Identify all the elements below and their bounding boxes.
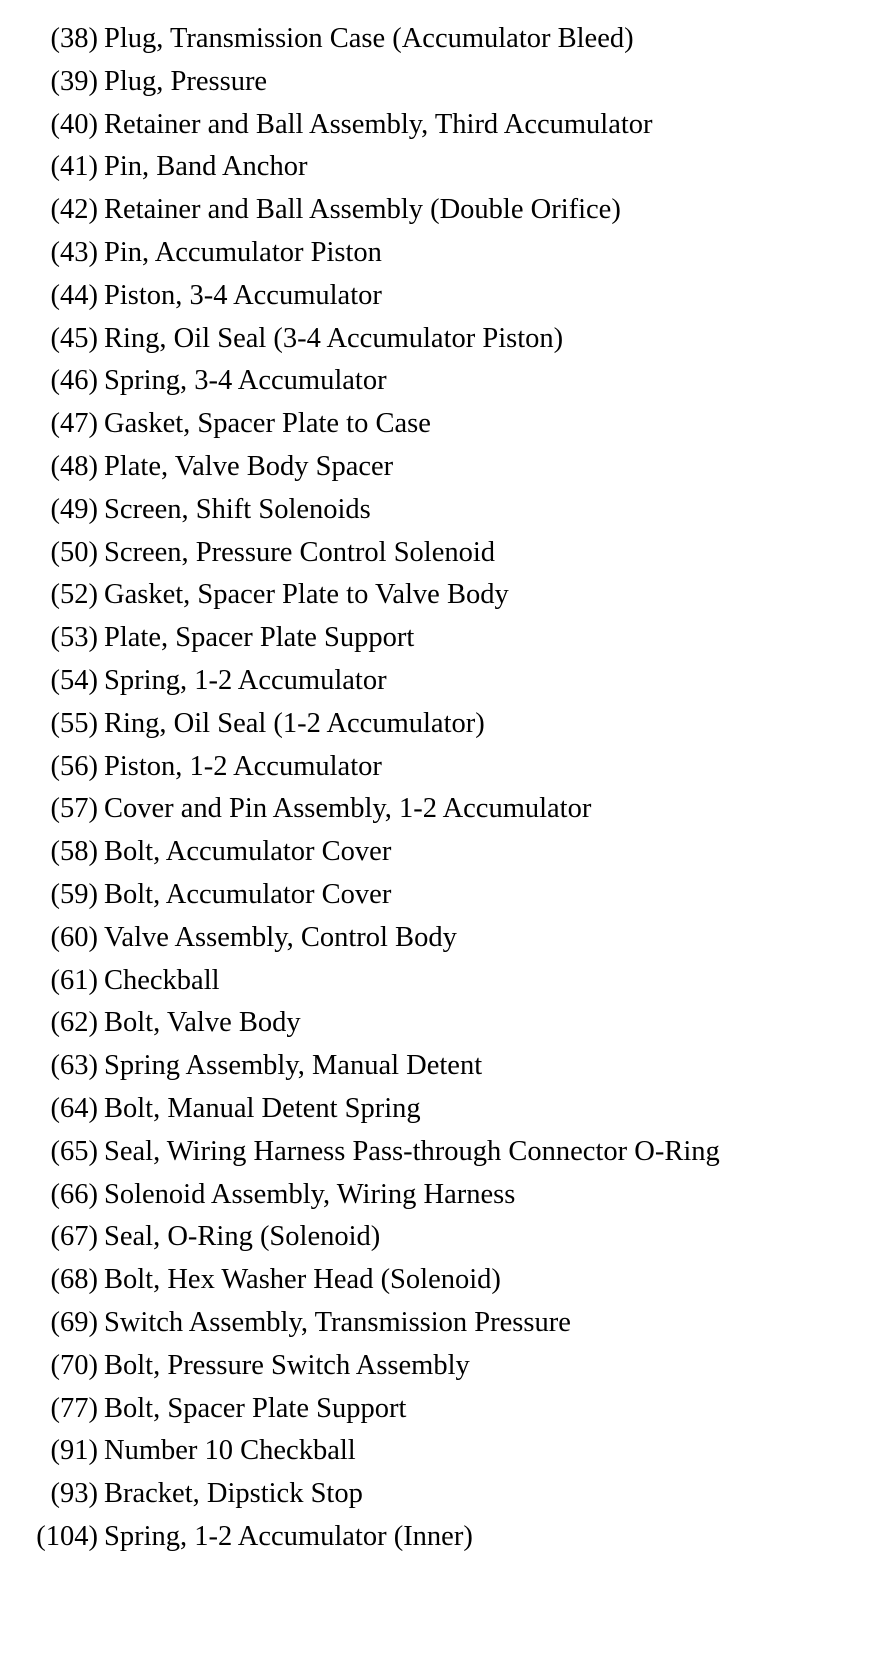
part-number: (40) [50, 108, 98, 140]
part-description: Cover and Pin Assembly, 1-2 Accumulator [104, 793, 592, 825]
part-number: (63) [50, 1050, 98, 1082]
list-item [0, 617, 880, 660]
list-item [0, 788, 880, 831]
list-item [0, 403, 880, 446]
part-number: (93) [50, 1478, 98, 1510]
part-number: (58) [50, 836, 98, 868]
list-item [0, 318, 880, 361]
part-number: (61) [50, 964, 98, 996]
list-item [0, 1216, 880, 1259]
part-number: (49) [50, 493, 98, 525]
part-description: Valve Assembly, Control Body [104, 921, 457, 953]
part-description: Ring, Oil Seal (1-2 Accumulator) [104, 707, 485, 739]
part-number: (66) [50, 1178, 98, 1210]
part-description: Piston, 3-4 Accumulator [104, 279, 382, 311]
list-item [0, 232, 880, 275]
part-number: (41) [50, 151, 98, 183]
part-description: Spring, 1-2 Accumulator (Inner) [104, 1520, 473, 1552]
part-description: Screen, Pressure Control Solenoid [104, 536, 496, 568]
part-number: (56) [50, 750, 98, 782]
list-item [0, 1174, 880, 1217]
list-item [0, 574, 880, 617]
part-description: Spring, 1-2 Accumulator [104, 664, 387, 696]
part-description: Bolt, Accumulator Cover [104, 878, 392, 910]
list-item [0, 61, 880, 104]
part-description: Switch Assembly, Transmission Pressure [104, 1306, 571, 1338]
list-item [0, 1430, 880, 1473]
part-number: (91) [50, 1435, 98, 1467]
list-item [0, 1473, 880, 1516]
list-item [0, 1088, 880, 1131]
part-number: (38) [50, 23, 98, 54]
part-description: Bolt, Valve Body [104, 1007, 301, 1039]
list-item [0, 489, 880, 532]
list-item [0, 1516, 880, 1559]
part-number: (62) [50, 1007, 98, 1039]
part-number: (47) [50, 408, 98, 440]
list-item [0, 1002, 880, 1045]
part-number: (69) [50, 1306, 98, 1338]
part-number: (60) [50, 921, 98, 953]
list-item [0, 104, 880, 147]
part-description: Pin, Accumulator Piston [104, 236, 382, 268]
list-item [0, 18, 880, 61]
part-number: (64) [50, 1092, 98, 1124]
part-number: (50) [50, 536, 98, 568]
part-description: Gasket, Spacer Plate to Valve Body [104, 579, 509, 611]
list-item [0, 446, 880, 489]
list-item [0, 703, 880, 746]
list-item [0, 831, 880, 874]
part-description: Solenoid Assembly, Wiring Harness [104, 1178, 516, 1210]
part-number: (59) [50, 878, 98, 910]
part-description: Plate, Spacer Plate Support [104, 622, 415, 654]
list-item [0, 660, 880, 703]
list-item [0, 275, 880, 318]
part-description: Bolt, Pressure Switch Assembly [104, 1349, 470, 1381]
list-item [0, 1045, 880, 1088]
part-number: (67) [50, 1221, 98, 1253]
list-item [0, 917, 880, 960]
part-number: (39) [50, 65, 98, 97]
part-number: (54) [50, 664, 98, 696]
list-item [0, 1259, 880, 1302]
part-description: Bracket, Dipstick Stop [104, 1478, 363, 1510]
part-number: (104) [36, 1520, 98, 1552]
part-number: (70) [50, 1349, 98, 1381]
part-number: (42) [50, 194, 98, 226]
list-item [0, 360, 880, 403]
list-item [0, 532, 880, 575]
list-item [0, 874, 880, 917]
part-number: (48) [50, 450, 98, 482]
part-description: Plate, Valve Body Spacer [104, 450, 394, 482]
part-description: Retainer and Ball Assembly, Third Accumulator [104, 108, 653, 140]
part-number: (45) [50, 322, 98, 354]
part-description: Spring Assembly, Manual Detent [104, 1050, 483, 1082]
part-description: Number 10 Checkball [104, 1435, 356, 1467]
list-item [0, 1131, 880, 1174]
list-item [0, 746, 880, 789]
part-number: (55) [50, 707, 98, 739]
part-description: Plug, Transmission Case (Accumulator Bleed) [104, 23, 634, 54]
part-description: Pin, Band Anchor [104, 151, 308, 183]
part-description: Seal, Wiring Harness Pass-through Connector O-Ring [104, 1135, 720, 1167]
part-description: Retainer and Ball Assembly (Double Orifice) [104, 194, 621, 226]
part-description: Screen, Shift Solenoids [104, 493, 371, 525]
part-number: (77) [50, 1392, 98, 1424]
part-number: (46) [50, 365, 98, 397]
part-number: (57) [50, 793, 98, 825]
part-number: (65) [50, 1135, 98, 1167]
part-number: (68) [50, 1264, 98, 1296]
part-description: Ring, Oil Seal (3-4 Accumulator Piston) [104, 322, 564, 354]
part-description: Gasket, Spacer Plate to Case [104, 408, 431, 440]
list-item [0, 960, 880, 1003]
part-number: (43) [50, 236, 98, 268]
part-description: Plug, Pressure [104, 65, 268, 97]
list-item [0, 1345, 880, 1388]
part-number: (52) [50, 579, 98, 611]
part-description: Bolt, Accumulator Cover [104, 836, 392, 868]
part-description: Spring, 3-4 Accumulator [104, 365, 387, 397]
list-item [0, 189, 880, 232]
list-item [0, 1388, 880, 1431]
part-description: Piston, 1-2 Accumulator [104, 750, 382, 782]
part-number: (44) [50, 279, 98, 311]
parts-list [0, 18, 880, 1559]
list-item [0, 1302, 880, 1345]
list-item [0, 146, 880, 189]
part-description: Bolt, Hex Washer Head (Solenoid) [104, 1264, 501, 1296]
part-description: Bolt, Manual Detent Spring [104, 1092, 421, 1124]
part-description: Seal, O-Ring (Solenoid) [104, 1221, 381, 1253]
part-description: Bolt, Spacer Plate Support [104, 1392, 407, 1424]
part-number: (53) [50, 622, 98, 654]
part-description: Checkball [104, 964, 220, 996]
